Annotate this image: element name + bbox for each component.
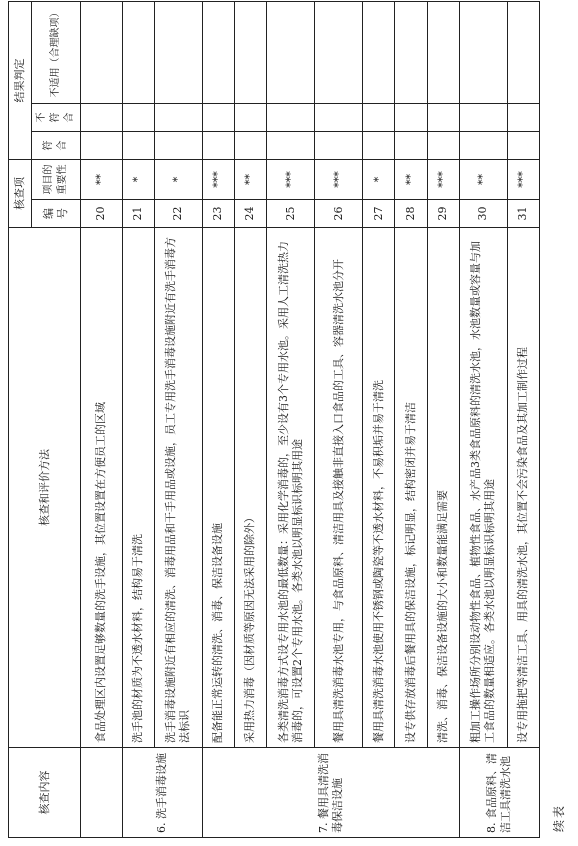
importance-cell: *** <box>507 160 539 200</box>
header-number: 编号 <box>31 200 80 228</box>
conform-cell[interactable] <box>427 132 459 160</box>
not-applicable-cell[interactable] <box>395 1 427 103</box>
number-cell: 29 <box>427 200 459 228</box>
number-cell: 31 <box>507 200 539 228</box>
conform-cell[interactable] <box>122 132 154 160</box>
number-cell: 23 <box>202 200 234 228</box>
nonconform-cell[interactable] <box>315 104 363 132</box>
not-applicable-cell[interactable] <box>315 1 363 103</box>
conform-cell[interactable] <box>507 132 539 160</box>
importance-cell: ** <box>459 160 507 200</box>
method-cell: 洗手消毒设施附近有相应的清洗、消毒用品和干手用品或设施，员工专用洗手消毒设施附近有洗手消毒方法标识 <box>154 228 202 748</box>
header-item-group: 核查项 <box>9 160 32 228</box>
continued-label: 续表 <box>552 803 566 832</box>
nonconform-cell[interactable] <box>234 104 266 132</box>
header-result-group: 结果判定 <box>9 1 32 159</box>
section-cell <box>81 748 122 838</box>
not-applicable-cell[interactable] <box>267 1 315 103</box>
not-applicable-cell[interactable] <box>81 1 122 103</box>
number-cell: 30 <box>459 200 507 228</box>
importance-cell: *** <box>267 160 315 200</box>
method-cell: 采用热力消毒（因材质等原因无法采用的除外） <box>234 228 266 748</box>
not-applicable-cell[interactable] <box>234 1 266 103</box>
nonconform-cell[interactable] <box>459 104 507 132</box>
header-importance: 项目的重要性 <box>31 160 80 200</box>
number-cell: 25 <box>267 200 315 228</box>
conform-cell[interactable] <box>267 132 315 160</box>
number-cell: 28 <box>395 200 427 228</box>
conform-cell[interactable] <box>81 132 122 160</box>
conform-cell[interactable] <box>395 132 427 160</box>
conform-cell[interactable] <box>202 132 234 160</box>
conform-cell[interactable] <box>315 132 363 160</box>
conform-cell[interactable] <box>234 132 266 160</box>
nonconform-cell[interactable] <box>363 104 395 132</box>
number-cell: 24 <box>234 200 266 228</box>
method-cell: 清洗、消毒、保洁设备设施的大小和数量能满足需要 <box>427 228 459 748</box>
importance-cell: ** <box>81 160 122 200</box>
method-cell: 洗手池的材质为不透水材料，结构易于清洗 <box>122 228 154 748</box>
nonconform-cell[interactable] <box>267 104 315 132</box>
not-applicable-cell[interactable] <box>363 1 395 103</box>
nonconform-cell[interactable] <box>427 104 459 132</box>
importance-cell: * <box>363 160 395 200</box>
method-cell: 粗加工操作场所分别设动物性食品、植物性食品、水产品3类食品原料的清洗水池，水池数量或容量与加工食品的数量相适应。各类水池以明显标识标明其用途 <box>459 228 507 748</box>
header-content: 核查内容 <box>9 748 81 838</box>
section-cell: 6. 洗手消毒设施 <box>122 748 202 838</box>
number-cell: 20 <box>81 200 122 228</box>
method-cell: 配备能正常运转的清洗、消毒、保洁设备设施 <box>202 228 234 748</box>
number-cell: 26 <box>315 200 363 228</box>
section-cell: 7. 餐用具清洗消毒保洁设施 <box>202 748 459 838</box>
nonconform-cell[interactable] <box>154 104 202 132</box>
method-cell: 餐用具清洗消毒水池使用不锈钢或陶瓷等不透水材料，不易积垢并易于清洗 <box>363 228 395 748</box>
importance-cell: ** <box>234 160 266 200</box>
importance-cell: * <box>122 160 154 200</box>
inspection-table <box>8 1 540 838</box>
nonconform-cell[interactable] <box>81 104 122 132</box>
method-cell: 食品处理区内设置足够数量的洗手设施，其位置设置在方便员工的区域 <box>81 228 122 748</box>
number-cell: 22 <box>154 200 202 228</box>
number-cell: 27 <box>363 200 395 228</box>
method-cell: 餐用具清洗消毒水池专用，与食品原料、清洁用具及接触非直接入口食品的工具、容器清洗水池分开 <box>315 228 363 748</box>
header-not-applicable: 不适用（合理缺项） <box>31 1 80 103</box>
not-applicable-cell[interactable] <box>122 1 154 103</box>
not-applicable-cell[interactable] <box>154 1 202 103</box>
conform-cell[interactable] <box>363 132 395 160</box>
section-cell: 8. 食品原料、清洁工具清洗水池 <box>459 748 539 838</box>
nonconform-cell[interactable] <box>122 104 154 132</box>
nonconform-cell[interactable] <box>202 104 234 132</box>
nonconform-cell[interactable] <box>507 104 539 132</box>
header-nonconform: 不符合 <box>31 104 80 132</box>
not-applicable-cell[interactable] <box>507 1 539 103</box>
conform-cell[interactable] <box>459 132 507 160</box>
nonconform-cell[interactable] <box>395 104 427 132</box>
importance-cell: ** <box>395 160 427 200</box>
not-applicable-cell[interactable] <box>427 1 459 103</box>
method-cell: 各类清洗消毒方式设专用水池的最低数量：采用化学消毒的，至少设有3个专用水池。采用人工清洗热力消毒的，可设置2个专用水池。各类水池以明显标识标明其用途 <box>267 228 315 748</box>
importance-cell: * <box>154 160 202 200</box>
header-method: 核查和评价方法 <box>9 228 81 748</box>
importance-cell: *** <box>427 160 459 200</box>
not-applicable-cell[interactable] <box>202 1 234 103</box>
header-conform: 符合 <box>31 132 80 160</box>
importance-cell: *** <box>315 160 363 200</box>
not-applicable-cell[interactable] <box>459 1 507 103</box>
number-cell: 21 <box>122 200 154 228</box>
method-cell: 设专用拖把等清洁工具、用具的清洗水池，其位置不会污染食品及其加工制作过程 <box>507 228 539 748</box>
method-cell: 设专供存放消毒后餐用具的保洁设施，标记明显，结构密闭并易于清洁 <box>395 228 427 748</box>
importance-cell: *** <box>202 160 234 200</box>
conform-cell[interactable] <box>154 132 202 160</box>
